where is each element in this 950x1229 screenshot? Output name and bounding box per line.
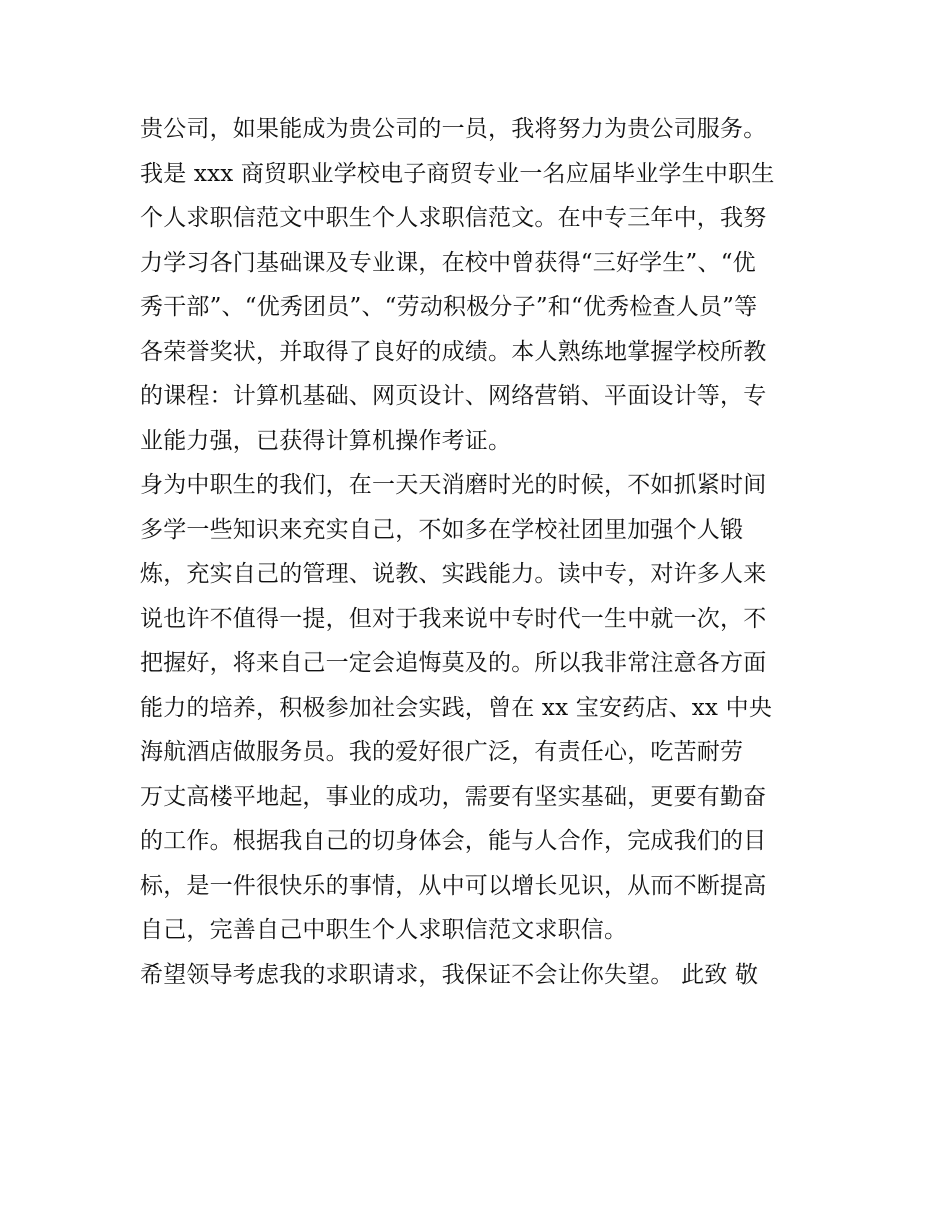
text-line: 业能力强，已获得计算机操作考证。 <box>140 427 512 454</box>
text-line: 贵公司，如果能成为贵公司的一员，我将努力为贵公司服务。 <box>140 116 767 142</box>
text-line: 把握好，将来自己一定会追悔莫及的。所以我非常注意各方面 <box>140 650 767 676</box>
text-line: 自己，完善自己中职生个人求职信范文求职信。 <box>140 917 628 943</box>
text-line: 标，是一件很快乐的事情，从中可以增长见识，从而不断提高 <box>140 872 767 899</box>
text-line: 的工作。根据我自己的切身体会，能与人合作，完成我们的目 <box>140 828 767 854</box>
text-line: 说也许不值得一提，但对于我来说中专时代一生中就一次，不 <box>140 605 767 632</box>
text-line: 希望领导考虑我的求职请求，我保证不会让你失望。 此致 敬 <box>140 961 759 988</box>
text-line: 我是 xxx 商贸职业学校电子商贸专业一名应届毕业学生中职生 <box>140 160 775 187</box>
text-line: 炼，充实自己的管理、说教、实践能力。读中专，对许多人来 <box>140 561 767 587</box>
text-line: 个人求职信范文中职生个人求职信范文。在中专三年中，我努 <box>140 205 767 231</box>
text-line: 万丈高楼平地起，事业的成功，需要有坚实基础，更要有勤奋 <box>140 783 767 810</box>
letter-body <box>140 107 820 997</box>
text-line: 海航酒店做服务员。我的爱好很广泛，有责任心，吃苦耐劳 <box>140 739 744 765</box>
text-line: 各荣誉奖状，并取得了良好的成绩。本人熟练地掌握学校所教 <box>140 338 767 365</box>
text-line: 秀干部”、“优秀团员”、“劳动积极分子”和“优秀检查人员”等 <box>140 294 758 320</box>
text-line: 多学一些知识来充实自己，不如多在学校社团里加强个人锻 <box>140 516 744 543</box>
text-line: 能力的培养，积极参加社会实践，曾在 xx 宝安药店、xx 中央 <box>140 694 773 721</box>
text-line: 身为中职生的我们，在一天天消磨时光的时候，不如抓紧时间 <box>140 472 767 498</box>
text-line: 力学习各门基础课及专业课，在校中曾获得“三好学生”、“优 <box>140 249 756 276</box>
text-line: 的课程：计算机基础、网页设计、网络营销、平面设计等，专 <box>140 383 767 409</box>
